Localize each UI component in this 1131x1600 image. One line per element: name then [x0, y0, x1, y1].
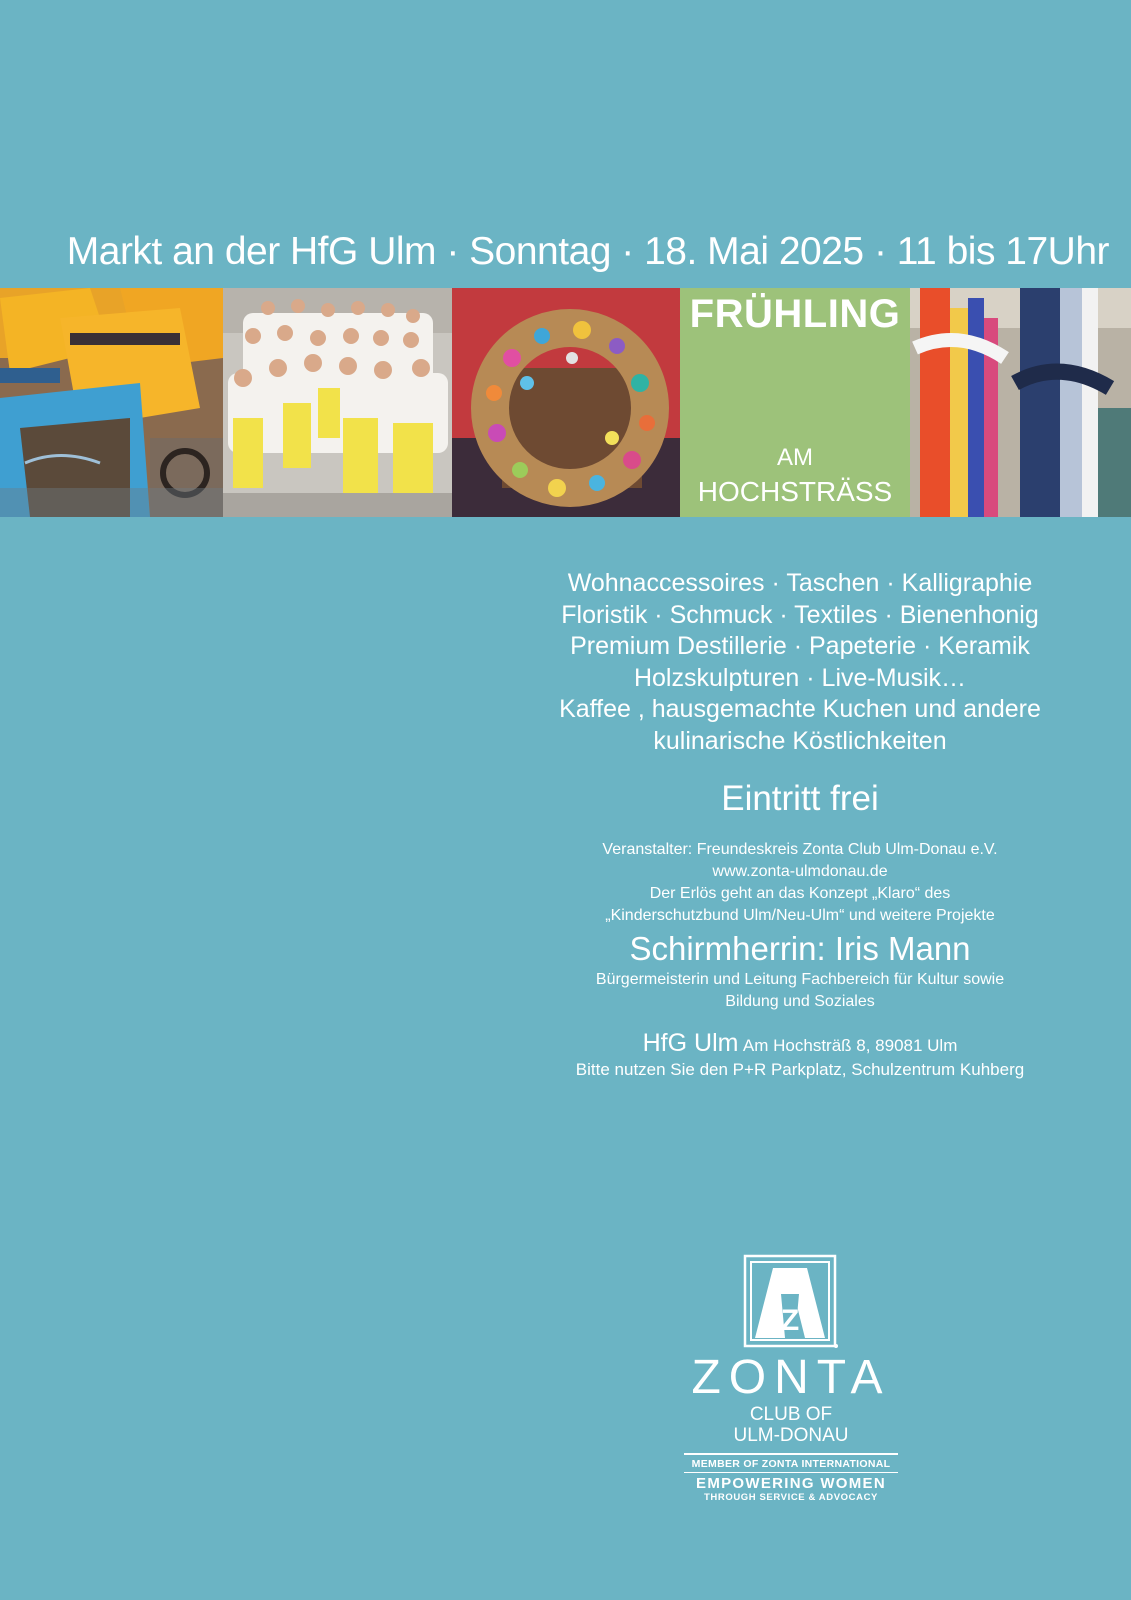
panel-subtitle-place: HOCHSTRÄSS: [697, 476, 893, 507]
free-entry: Eintritt frei: [721, 779, 879, 818]
event-info: [545, 568, 1055, 1080]
club-of: CLUB OF: [749, 1404, 833, 1425]
scarves-photo: [910, 288, 1131, 517]
team-photo: [223, 288, 452, 517]
zonta-logo: [678, 1254, 904, 1503]
offerings-line: Floristik · Schmuck · Textiles · Bienenhonig: [561, 600, 1039, 629]
zonta-wordmark: ZONTA: [691, 1351, 891, 1404]
wreath-photo: [452, 288, 680, 517]
organizer-line: Der Erlös geht an das Konzept „Klaro“ des: [649, 885, 951, 902]
venue-street: Am Hochsträß 8, 89081 Ulm: [742, 1036, 958, 1055]
parking-note: Bitte nutzen Sie den P+R Parkplatz, Schulzentrum Kuhberg: [575, 1060, 1025, 1079]
organizer-block: [545, 839, 1055, 927]
bags-photo: [0, 288, 223, 517]
through-line: THROUGH SERVICE & ADVOCACY: [704, 1492, 878, 1503]
patron-title: Schirmherrin: Iris Mann: [629, 930, 971, 967]
patron-role: Bürgermeisterin und Leitung Fachbereich für Kultur sowie: [595, 971, 1005, 988]
organizer-website: www.zonta-ulmdonau.de: [712, 863, 888, 880]
patron-role: Bildung und Soziales: [725, 993, 875, 1010]
organizer-line: Veranstalter: Freundeskreis Zonta Club Ulm-Donau e.V.: [602, 841, 998, 858]
offerings-line: Premium Destillerie · Papeterie · Keramik: [570, 632, 1030, 660]
svg-text:Z: Z: [780, 1304, 800, 1337]
member-line: MEMBER OF ZONTA INTERNATIONAL: [691, 1458, 891, 1470]
offerings-line: Wohnaccessoires · Taschen · Kalligraphie: [567, 569, 1033, 597]
panel-subtitle-am: AM: [777, 444, 813, 471]
spring-title-panel: [680, 288, 910, 517]
venue-name: HfG Ulm: [642, 1029, 739, 1057]
address-line: [545, 1029, 1055, 1058]
photo-strip: [0, 288, 1131, 517]
logo-divider: [684, 1453, 898, 1455]
offerings-list: [545, 568, 1055, 757]
logo-divider: [684, 1472, 898, 1473]
panel-title: FRÜHLING: [689, 292, 901, 336]
offerings-line: Holzskulpturen · Live-Musik…: [633, 663, 967, 692]
zonta-emblem-icon: [743, 1254, 839, 1350]
offerings-line: kulinarische Köstlichkeiten: [653, 726, 947, 755]
event-headline: Markt an der HfG Ulm · Sonntag · 18. Mai 2025 · 11 bis 17Uhr: [66, 230, 1109, 273]
empowering-line: EMPOWERING WOMEN: [696, 1475, 886, 1492]
organizer-line: „Kinderschutzbund Ulm/Neu-Ulm“ und weitere Projekte: [605, 907, 995, 924]
club-name: ULM-DONAU: [733, 1425, 849, 1446]
offerings-line: Kaffee , hausgemachte Kuchen und andere: [559, 695, 1041, 723]
